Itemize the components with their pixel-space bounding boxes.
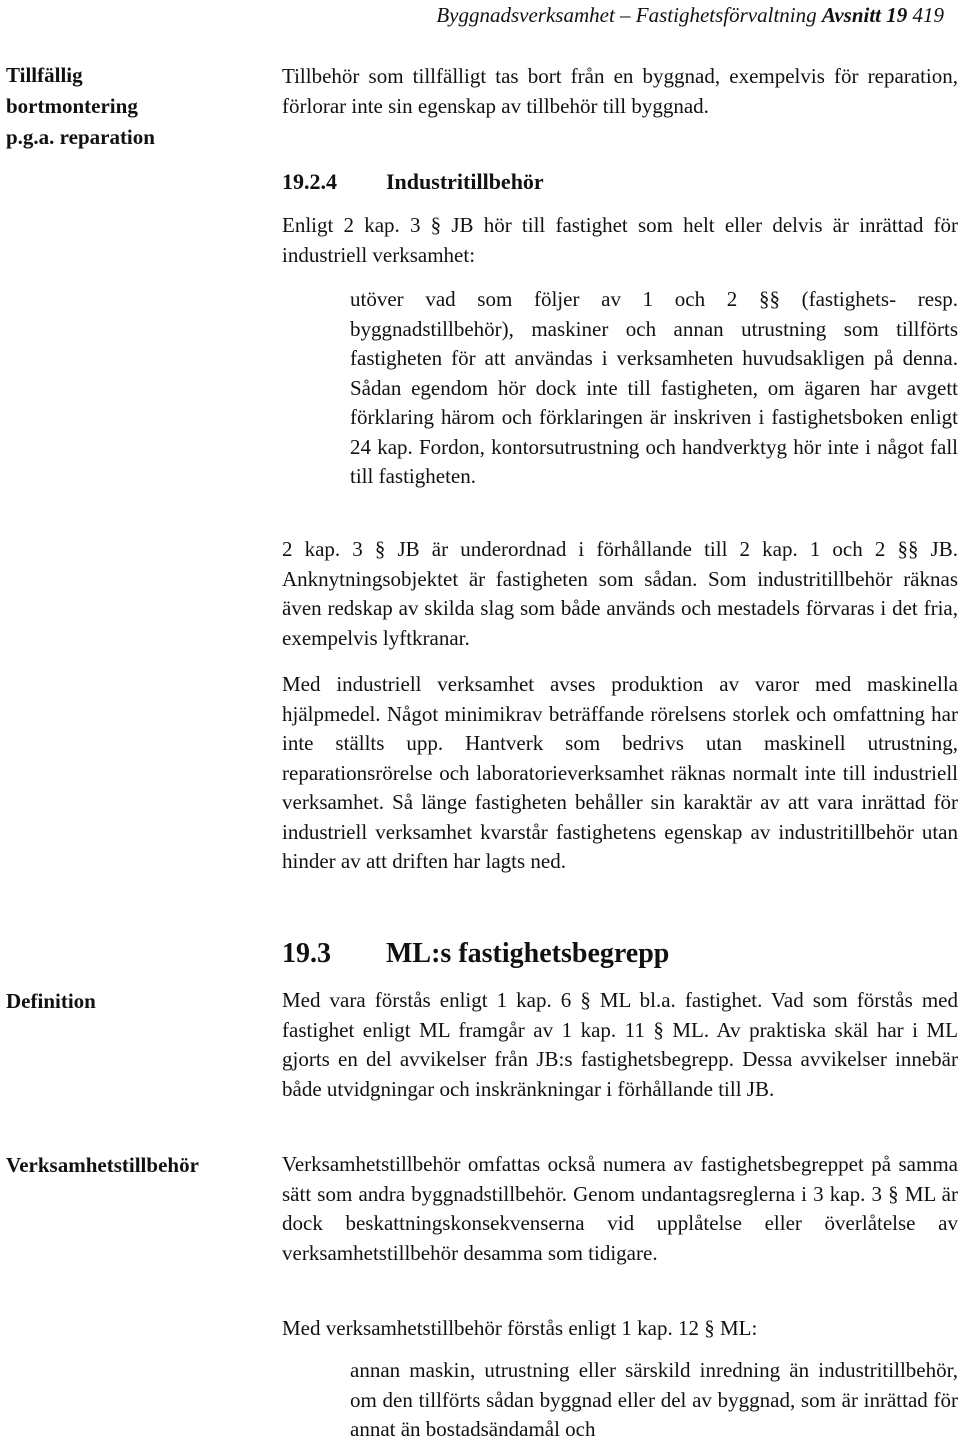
lead-paragraph: Enligt 2 kap. 3 § JB hör till fastighet som helt eller delvis är inrättad för industriell verksamhet: (282, 213, 958, 267)
section-19-2-4-body-1 (282, 535, 958, 653)
quote-paragraph: annan maskin, utrustning eller särskild inredning än industritillbehör, om den tillförts sådan byggnad eller del av byggnad, som är inrättad för annat än bostadsändamål och (350, 1358, 958, 1441)
quote-paragraph: utöver vad som följer av 1 och 2 §§ (fastighets- resp. byggnadstillbehör), maskiner och annan utrustning som tillförts fastigheten för att användas i verksamheten huvudsakligen på denna. Sådan egendom hör dock inte till fastigheten, om ägaren har avgett förklaring härom och förklaringen är inskriven i fastighetsboken enligt 24 kap. Fordon, kontorsutrustning och handverktyg hör inte i något fall till fastigheten. (350, 287, 958, 488)
section-number: 19.3 (282, 938, 331, 969)
intro-paragraph: Tillbehör som tillfälligt tas bort från en byggnad, exempelvis för reparation, förlorar inte sin egenskap av tillbehör till byggnad. (282, 64, 958, 118)
section-19-3-body-1 (282, 986, 958, 1104)
margin-note-business-fixtures: Verksamhetstillbehör (6, 1153, 199, 1177)
section-number: 19.2.4 (282, 169, 337, 194)
margin-note-definition: Definition (6, 989, 96, 1013)
law-quote-industrial (350, 285, 958, 492)
section-19-3-body-2 (282, 1150, 958, 1268)
running-title: Byggnadsverksamhet – Fastighetsförvaltning (436, 3, 817, 27)
section-heading-19-3 (282, 936, 669, 972)
body-paragraph: Verksamhetstillbehör omfattas också numera av fastighetsbegreppet på samma sätt som andra byggnadstillbehör. Genom undantagsreglerna i 3 kap. 3 § ML är dock beskattningskonsekvenserna vid upplåtelse eller överlåtelse av verksamhetstillbehör desamma som tidigare. (282, 1152, 958, 1265)
margin-note-temporary-removal: Tillfällig bortmontering p.g.a. reparation (6, 63, 155, 149)
section-19-3-body-3 (282, 1314, 958, 1344)
page-number: 419 (912, 3, 944, 27)
section-heading-19-2-4 (282, 167, 544, 197)
running-header (436, 2, 944, 28)
section-19-2-4-lead (282, 211, 958, 270)
body-paragraph: 2 kap. 3 § JB är underordnad i förhållande till 2 kap. 1 och 2 §§ JB. Anknytningsobjektet är fastigheten som sådan. Som industritillbehör räknas även redskap av skilda slag som både används och mestadels förvaras i det fria, exempelvis lyftkranar. (282, 537, 958, 650)
body-paragraph: Med verksamhetstillbehör förstås enligt 1 kap. 12 § ML: (282, 1316, 758, 1340)
section-title: Industritillbehör (386, 169, 544, 194)
body-paragraph: Med vara förstås enligt 1 kap. 6 § ML bl.a. fastighet. Vad som förstås med fastighet enligt ML framgår av 1 kap. 11 § ML. Av praktiska skäl har i ML gjorts en del avvikelser från JB:s fastighetsbegrepp. Dessa avvikelser innebär både utvidgningar och inskränkningar i förhållande till JB. (282, 988, 958, 1101)
section-label: Avsnitt 19 (821, 3, 908, 27)
section-19-2-4-body-2 (282, 670, 958, 877)
section-title: ML:s fastighetsbegrepp (386, 938, 670, 969)
law-quote-business-fixtures (350, 1356, 958, 1445)
intro-section (282, 62, 958, 121)
body-paragraph: Med industriell verksamhet avses produktion av varor med maskinella hjälpmedel. Något minimikrav beträffande rörelsens storlek och omfattning har inte ställts upp. Hantverk som bedrivs utan maskinell utrustning, reparationsrörelse och laboratorieverksamhet räknas normalt inte till industriell verksamhet. Så länge fastigheten behåller sin karaktär av att vara inrättad för industriell verksamhet kvarstår fastighetens egenskap av industritillbehör utan hinder av att driften har lagts ned. (282, 672, 958, 873)
